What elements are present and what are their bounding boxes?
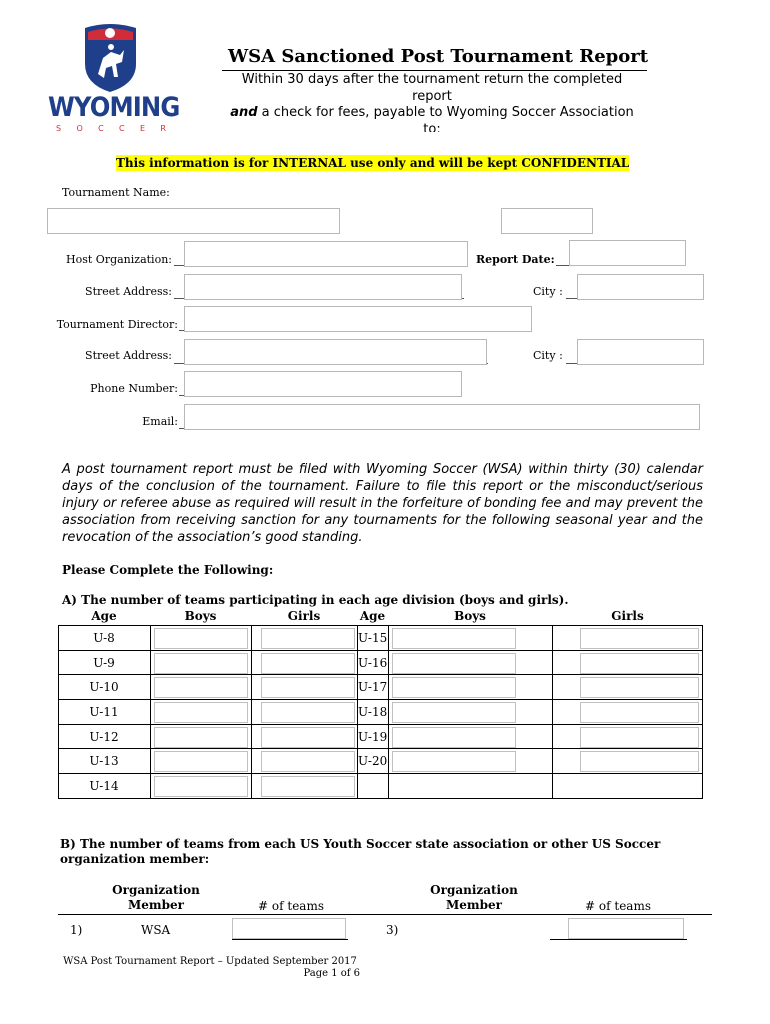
tournament-director-label: Tournament Director: (56, 318, 178, 331)
phone-number-label: Phone Number: (90, 382, 178, 395)
org-member-header-right-2: Member (446, 898, 502, 912)
age-cell-u18: U-18 (358, 705, 388, 719)
street-address-input-2[interactable] (184, 339, 487, 365)
section-b-heading-line1: B) The number of teams from each US Youth Soccer state association or other US Soccer (60, 837, 661, 851)
section-a-heading: A) The number of teams participating in each age division (boys and girls). (62, 593, 569, 607)
confidential-notice: This information is for INTERNAL use only and will be kept CONFIDENTIAL (116, 156, 630, 170)
boys-input-u13[interactable] (154, 751, 248, 772)
boys-input-u17[interactable] (392, 677, 516, 698)
org-member-header-left-2: Member (128, 898, 184, 912)
girls-input-u13[interactable] (261, 751, 355, 772)
girls-input-u16[interactable] (580, 653, 699, 674)
age-cell-u14: U-14 (89, 779, 119, 793)
boys-input-u15[interactable] (392, 628, 516, 649)
section-b-heading-line2: organization member: (60, 852, 210, 866)
age-cell-u8: U-8 (93, 631, 115, 645)
boys-input-u14[interactable] (154, 776, 248, 797)
boys-input-u9[interactable] (154, 653, 248, 674)
boys-input-u10[interactable] (154, 677, 248, 698)
age-cell-u9: U-9 (93, 656, 115, 670)
boys-input-u18[interactable] (392, 702, 516, 723)
boys-input-u11[interactable] (154, 702, 248, 723)
age-cell-u19: U-19 (358, 730, 388, 744)
shield-icon (48, 22, 173, 94)
filing-notice-paragraph: A post tournament report must be filed with Wyoming Soccer (WSA) within thirty (30) calendar days of the conclusion of the tournament. Failure to file this report or the misconduct/serious injury or referee abuse as required will result in the forfeiture of bonding fee and may prevent the association from receiving sanction for any tournaments for the following seasonal year and the revocation of the association’s good standing. (62, 462, 703, 545)
header-girls-left: Girls (287, 609, 321, 623)
tournament-name-input[interactable] (47, 208, 340, 234)
org-table-header-rule (58, 914, 712, 915)
org-member-header-right-1: Organization (430, 883, 518, 897)
header-boys-left: Boys (184, 609, 217, 623)
girls-input-u19[interactable] (580, 727, 699, 748)
logo-subtext: S O C C E R (56, 124, 166, 133)
age-cell-u15: U-15 (358, 631, 388, 645)
header-age-left: Age (91, 609, 117, 623)
email-input[interactable] (184, 404, 700, 430)
age-cell-u17: U-17 (358, 680, 388, 694)
age-cell-u16: U-16 (358, 656, 388, 670)
city-input-1[interactable] (577, 274, 704, 300)
boys-input-u12[interactable] (154, 727, 248, 748)
org-member-header-left-1: Organization (112, 883, 200, 897)
girls-input-u10[interactable] (261, 677, 355, 698)
footer-document-info: WSA Post Tournament Report – Updated September 2017 (63, 956, 357, 967)
boys-input-u19[interactable] (392, 727, 516, 748)
girls-input-u17[interactable] (580, 677, 699, 698)
girls-input-u20[interactable] (580, 751, 699, 772)
wyoming-soccer-logo (48, 22, 180, 137)
teams-input-row-1[interactable] (232, 918, 346, 939)
tournament-name-label: Tournament Name: (62, 186, 170, 199)
teams-underline-row-1 (232, 939, 348, 940)
city-input-2[interactable] (577, 339, 704, 365)
tournament-name-input-2[interactable] (501, 208, 593, 234)
org-row-1-number: 1) (70, 923, 83, 937)
girls-input-u8[interactable] (261, 628, 355, 649)
footer-page-number: Page 1 of 6 (303, 968, 360, 979)
girls-input-u18[interactable] (580, 702, 699, 723)
report-date-input[interactable] (569, 240, 686, 266)
header-age-right: Age (359, 609, 386, 623)
host-organization-label: Host Organization: (66, 253, 172, 266)
age-cell-u12: U-12 (89, 730, 119, 744)
age-cell-u20: U-20 (358, 754, 388, 768)
teams-header-left: # of teams (258, 899, 324, 913)
age-cell-u11: U-11 (89, 705, 119, 719)
city-label-1: City : (533, 285, 563, 298)
teams-input-row-3[interactable] (568, 918, 684, 939)
please-complete-heading: Please Complete the Following: (62, 563, 274, 577)
org-row-3-number: 3) (386, 923, 399, 937)
teams-underline-row-3 (550, 939, 687, 940)
street-address-input-1[interactable] (184, 274, 462, 300)
girls-input-u15[interactable] (580, 628, 699, 649)
host-organization-input[interactable] (184, 241, 468, 267)
org-row-1-name: WSA (141, 923, 171, 937)
girls-input-u12[interactable] (261, 727, 355, 748)
page-title: WSA Sanctioned Post Tournament Report (227, 46, 649, 67)
header-boys-right: Boys (454, 609, 486, 623)
street-address-label-2: Street Address: (85, 349, 172, 362)
street-address-label-1: Street Address: (85, 285, 172, 298)
page-subtitle: Within 30 days after the tournament return the completed report and a check for fees, payable to Wyoming Soccer Association to: (230, 72, 634, 132)
city-label-2: City : (533, 349, 563, 362)
header-girls-right: Girls (611, 609, 644, 623)
girls-input-u9[interactable] (261, 653, 355, 674)
logo-wordmark: WYOMING (48, 92, 180, 123)
boys-input-u8[interactable] (154, 628, 248, 649)
report-date-label: Report Date: (476, 253, 555, 266)
teams-header-right: # of teams (585, 899, 651, 913)
boys-input-u20[interactable] (392, 751, 516, 772)
age-division-table (58, 606, 703, 799)
girls-input-u11[interactable] (261, 702, 355, 723)
age-cell-u10: U-10 (89, 680, 119, 694)
tournament-director-input[interactable] (184, 306, 532, 332)
girls-input-u14[interactable] (261, 776, 355, 797)
age-cell-u13: U-13 (89, 754, 119, 768)
email-label: Email: (142, 415, 178, 428)
boys-input-u16[interactable] (392, 653, 516, 674)
title-divider (222, 70, 647, 71)
phone-number-input[interactable] (184, 371, 462, 397)
